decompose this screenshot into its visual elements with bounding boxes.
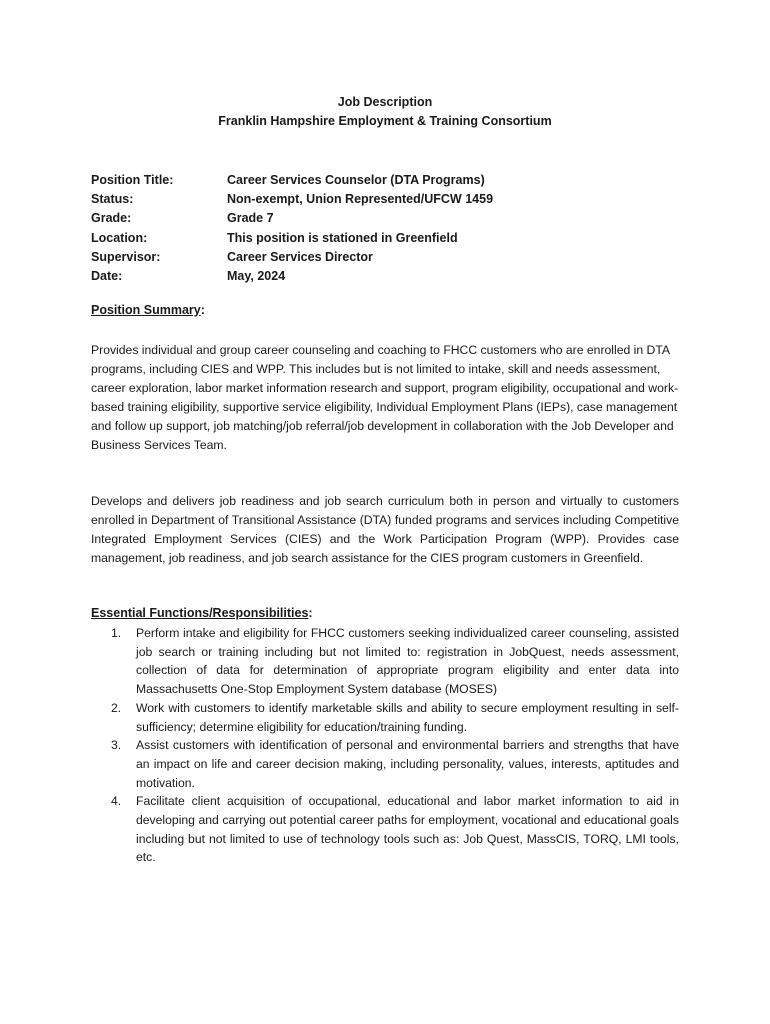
heading-colon: :	[308, 606, 313, 620]
detail-row-position-title	[91, 171, 493, 190]
list-item	[91, 624, 679, 699]
list-item-text: Facilitate client acquisition of occupational, educational and labor market information to aid in developing and carrying out potential career paths for employment, vocational and educational goals including but not limited to use of technology tools such as: Job Quest, MassCIS, TORQ, LMI tools, etc.	[136, 794, 679, 865]
detail-row-location	[91, 229, 493, 248]
detail-value: Career Services Counselor (DTA Programs)	[227, 173, 485, 187]
list-item	[91, 736, 679, 792]
section-heading-text: Essential Functions/Responsibilities	[91, 606, 309, 620]
essential-functions-heading	[91, 606, 313, 620]
responsibilities-list	[91, 624, 679, 867]
list-item-text: Perform intake and eligibility for FHCC customers seeking individualized career counseling, assisted job search or training including but not limited to: registration in JobQuest, needs assessment, collection of data for determination of appropriate program eligibility and enter data into Massachusetts One-Stop Employment System database (MOSES)	[136, 626, 679, 697]
detail-value: This position is stationed in Greenfield	[227, 230, 458, 245]
summary-paragraph-2: Develops and delivers job readiness and job search curriculum both in person and virtually to customers enrolled in Department of Transitional Assistance (DTA) funded programs and services including Competitive Integrated Employment Services (CIES) and the Work Participation Program (WPP). Provides case management, job readiness, and job search assistance for the CIES program customers in Greenfield.	[91, 494, 679, 565]
position-details	[91, 171, 493, 286]
document-title: Job Description	[337, 95, 433, 109]
detail-row-grade	[91, 209, 493, 228]
list-item	[91, 699, 679, 736]
list-item-text: Assist customers with identification of personal and environmental barriers and strengths that have an impact on life and career decision making, including personality, values, interests, aptitudes and motivation.	[136, 738, 679, 790]
heading-colon: :	[200, 303, 205, 317]
detail-label: Grade:	[91, 211, 132, 226]
list-item-number: 4.	[111, 794, 122, 809]
detail-label: Date:	[91, 268, 123, 283]
detail-value: Grade 7	[227, 211, 274, 226]
detail-label: Location:	[91, 230, 148, 245]
detail-row-status	[91, 190, 493, 209]
list-item-text: Work with customers to identify marketable skills and ability to secure employment resulting in self-sufficiency; determine eligibility for education/training funding.	[136, 700, 679, 734]
detail-label: Supervisor:	[91, 249, 161, 264]
summary-paragraph-1: Provides individual and group career counseling and coaching to FHCC customers who are enrolled in DTA programs, including CIES and WPP. This includes but is not limited to intake, skill and needs assessment, career exploration, labor market information research and support, program eligibility, occupational and work-based training eligibility, supportive service eligibility, Individual Employment Plans (IEPs), case management and follow up support, job matching/job referral/job development in collaboration with the Job Developer and Business Services Team.	[91, 343, 679, 452]
detail-row-date	[91, 267, 493, 286]
section-heading-text: Position Summary	[91, 303, 201, 317]
detail-row-supervisor	[91, 248, 493, 267]
list-item-number: 2.	[111, 700, 122, 715]
detail-value: Career Services Director	[227, 249, 373, 264]
detail-label: Position Title:	[91, 173, 174, 187]
organization-name: Franklin Hampshire Employment & Training Consortium	[218, 114, 552, 128]
position-summary-heading	[91, 303, 205, 317]
list-item-number: 3.	[111, 738, 122, 753]
list-item	[91, 792, 679, 867]
detail-label: Status:	[91, 192, 134, 207]
list-item-number: 1.	[111, 626, 122, 640]
detail-value: Non-exempt, Union Represented/UFCW 1459	[227, 192, 494, 207]
detail-value: May, 2024	[227, 268, 286, 283]
